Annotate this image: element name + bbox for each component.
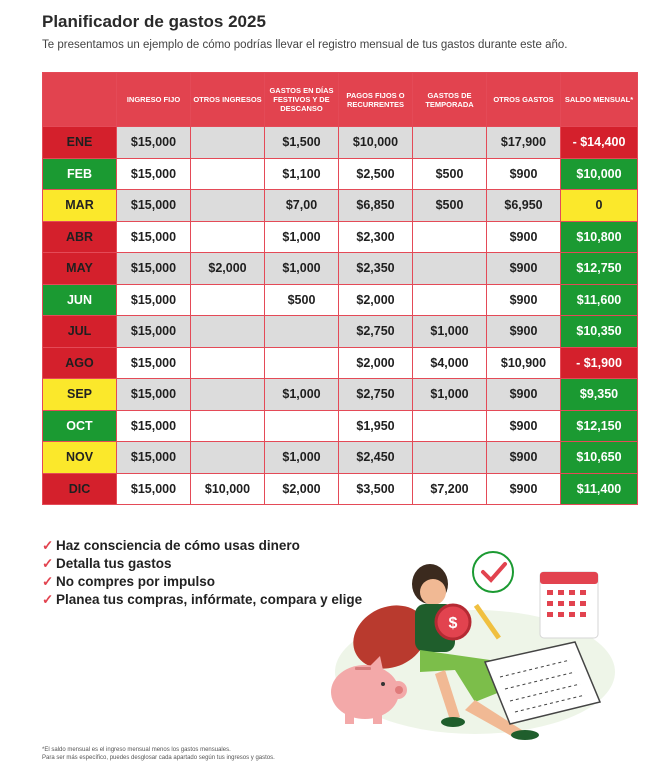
illustration [325,542,625,742]
table-cell: $500 [413,158,487,190]
tips-list [42,537,362,609]
table-cell: $15,000 [117,221,191,253]
month-cell: SEP [43,379,117,411]
month-cell: JUN [43,284,117,316]
tip-text: Planea tus compras, infórmate, compara y elige [56,592,363,607]
table-row [43,190,638,222]
table-cell [191,284,265,316]
table-cell [191,221,265,253]
page-subtitle: Te presentamos un ejemplo de cómo podrías llevar el registro mensual de tus gastos durante este año. [42,39,568,51]
check-icon: ✓ [42,556,54,571]
tip-text: Detalla tus gastos [56,556,172,571]
table-cell: $15,000 [117,473,191,505]
column-header: GASTOS DE TEMPORADA [413,73,487,127]
table-cell: $15,000 [117,442,191,474]
tip-item [42,555,362,573]
table-cell [191,442,265,474]
table-cell: $900 [487,442,561,474]
column-header-month [43,73,117,127]
footnote-1: *El saldo mensual es el ingreso mensual menos los gastos mensuales. [42,747,231,753]
table-row [43,379,638,411]
table-cell: $900 [487,221,561,253]
month-cell: DIC [43,473,117,505]
table-cell: $4,000 [413,347,487,379]
footnote-2: Para ser más específico, puedes desglosar cada apartado según tus ingresos y gastos. [42,755,275,761]
check-icon: ✓ [42,538,54,553]
saldo-cell: - $1,900 [561,347,638,379]
table-cell: $7,00 [265,190,339,222]
tip-text: Haz consciencia de cómo usas dinero [56,538,300,553]
table-cell: $900 [487,284,561,316]
table-cell [191,127,265,159]
table-cell: $15,000 [117,410,191,442]
table-cell [191,410,265,442]
column-header: SALDO MENSUAL* [561,73,638,127]
checkmark-icon [473,552,513,592]
month-cell: OCT [43,410,117,442]
svg-text:$: $ [448,615,458,632]
table-cell [413,221,487,253]
table-cell: $2,750 [339,379,413,411]
table-cell: $15,000 [117,253,191,285]
table-cell [413,442,487,474]
table-cell [413,284,487,316]
table-cell [191,379,265,411]
table-body [43,127,638,505]
table-cell: $1,000 [265,221,339,253]
table-cell: $900 [487,316,561,348]
table-cell [413,253,487,285]
tip-item [42,591,362,609]
table-cell: $1,000 [413,316,487,348]
table-cell: $1,950 [339,410,413,442]
table-cell: $900 [487,379,561,411]
table-cell: $1,000 [413,379,487,411]
saldo-cell: $9,350 [561,379,638,411]
table-cell: $10,900 [487,347,561,379]
table-cell: $6,950 [487,190,561,222]
table-cell [265,347,339,379]
check-icon: ✓ [42,592,54,607]
saldo-cell: $11,400 [561,473,638,505]
saldo-cell: $10,350 [561,316,638,348]
table-cell: $15,000 [117,190,191,222]
table-row [43,221,638,253]
column-header: INGRESO FIJO [117,73,191,127]
table-cell: $15,000 [117,347,191,379]
table-cell [191,347,265,379]
tip-item [42,537,362,555]
table-row [43,284,638,316]
table-cell: $15,000 [117,316,191,348]
table-cell: $10,000 [191,473,265,505]
table-cell: $1,000 [265,379,339,411]
table-cell: $2,000 [339,347,413,379]
table-cell: $3,500 [339,473,413,505]
table-cell [191,190,265,222]
saldo-cell: $12,750 [561,253,638,285]
table-row [43,253,638,285]
table-row [43,347,638,379]
saldo-cell: $10,650 [561,442,638,474]
column-header: PAGOS FIJOS O RECURRENTES [339,73,413,127]
saldo-cell: $10,000 [561,158,638,190]
month-cell: ENE [43,127,117,159]
table-cell: $1,000 [265,442,339,474]
month-cell: AGO [43,347,117,379]
page-title: Planificador de gastos 2025 [42,12,266,31]
saldo-cell: $11,600 [561,284,638,316]
table-row [43,316,638,348]
table-cell [191,158,265,190]
table-cell [265,410,339,442]
tip-item [42,573,362,591]
column-header: OTROS INGRESOS [191,73,265,127]
table-cell: $500 [413,190,487,222]
table-row [43,410,638,442]
coin-icon [436,605,470,639]
table-cell: $10,000 [339,127,413,159]
table-row [43,442,638,474]
table-cell [413,127,487,159]
table-cell: $900 [487,473,561,505]
table-cell: $15,000 [117,158,191,190]
table-header-row [43,73,638,127]
calendar-icon [540,572,598,638]
check-icon: ✓ [42,574,54,589]
table-cell: $2,300 [339,221,413,253]
table-cell: $900 [487,253,561,285]
table-cell: $6,850 [339,190,413,222]
table-cell: $1,500 [265,127,339,159]
month-cell: JUL [43,316,117,348]
table-cell: $500 [265,284,339,316]
table-row [43,158,638,190]
column-header: GASTOS EN DÍAS FESTIVOS Y DE DESCANSO [265,73,339,127]
saldo-cell: 0 [561,190,638,222]
table-cell: $2,500 [339,158,413,190]
table-cell [265,316,339,348]
month-cell: MAY [43,253,117,285]
expense-planner-table [42,72,638,505]
month-cell: FEB [43,158,117,190]
month-cell: ABR [43,221,117,253]
table-cell: $1,000 [265,253,339,285]
table-cell: $2,000 [339,284,413,316]
table-row [43,473,638,505]
column-header: OTROS GASTOS [487,73,561,127]
table-row [43,127,638,159]
month-cell: MAR [43,190,117,222]
table-cell: $7,200 [413,473,487,505]
table-cell: $15,000 [117,379,191,411]
table-cell: $1,100 [265,158,339,190]
saldo-cell: - $14,400 [561,127,638,159]
saldo-cell: $10,800 [561,221,638,253]
tip-text: No compres por impulso [56,574,216,589]
table-cell: $2,450 [339,442,413,474]
table-cell: $17,900 [487,127,561,159]
saldo-cell: $12,150 [561,410,638,442]
table-cell: $15,000 [117,284,191,316]
table-cell: $900 [487,410,561,442]
table-cell: $900 [487,158,561,190]
table-cell [413,410,487,442]
table-cell: $2,000 [191,253,265,285]
table-cell: $15,000 [117,127,191,159]
table-cell [191,316,265,348]
footnotes [42,746,275,762]
month-cell: NOV [43,442,117,474]
table-cell: $2,750 [339,316,413,348]
table-cell: $2,350 [339,253,413,285]
table-cell: $2,000 [265,473,339,505]
